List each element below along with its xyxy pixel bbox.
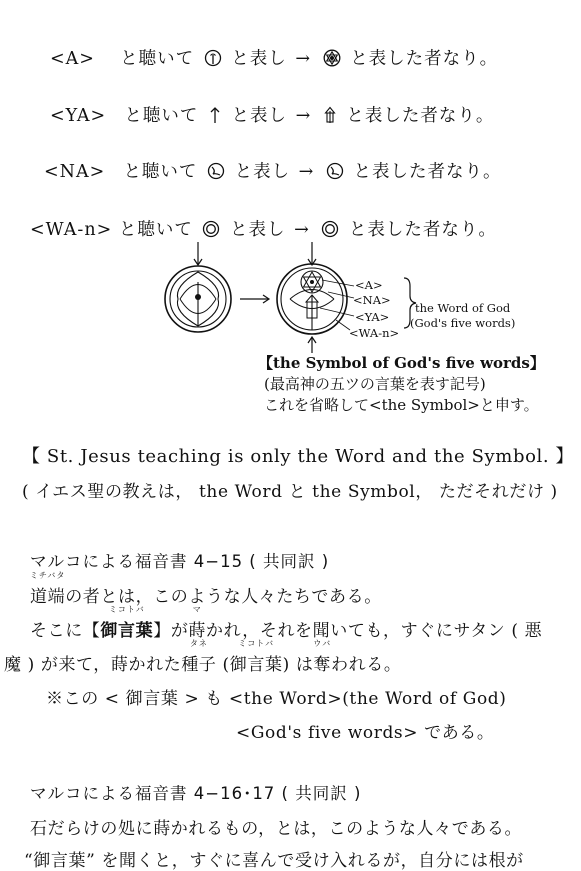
double-circle-icon [321, 220, 339, 238]
row-ya-text1: と聴いて [124, 106, 199, 126]
circle-stem-icon [204, 49, 222, 67]
row-a-text2: と表し [231, 49, 287, 69]
ruby-base: 蒔 [188, 621, 207, 641]
row-wa-n-text2: と表し [230, 220, 286, 240]
row-ya [50, 102, 494, 127]
caption-japanese: (最高神の五ツの言葉を表す記号) [264, 375, 486, 393]
text-segment: そこに【 [30, 621, 101, 641]
symbol-star-icon [323, 49, 341, 67]
down-arrow-icon [308, 242, 316, 265]
tag-na: <NA> [44, 162, 106, 182]
section1-line2 [30, 605, 543, 641]
ruby-mikotoba [100, 605, 154, 641]
label-wa-n: <WA-n> [349, 326, 400, 340]
down-arrow-icon [194, 242, 202, 265]
arrow-head-symbol-icon [323, 106, 337, 124]
ruby-uba [313, 639, 332, 675]
ruby-mikotoba [229, 639, 283, 675]
section1-note2: <God's five words> である。 [236, 723, 495, 743]
ruby-michibata [29, 571, 66, 607]
section1-line3 [4, 639, 402, 675]
circle-swirl-icon [207, 162, 225, 180]
tag-wa-n: <WA-n> [30, 220, 113, 240]
right-arrow-icon: → [298, 162, 315, 182]
text-segment: 魔 ) が来て，蒔かれた [4, 655, 182, 675]
up-arrow-stem-icon [208, 106, 222, 124]
section1-heading: マルコによる福音書 4−15 ( 共同訳 ) [30, 552, 330, 571]
caption-title: 【the Symbol of God's five words】 [258, 354, 545, 372]
ruby-text: ウバ [313, 639, 332, 648]
caption-abbrev: これを省略して<the Symbol>と申す。 [264, 396, 539, 414]
label-a: <A> [355, 278, 383, 292]
teaching-english: 【 St. Jesus teaching is only the Word and the Symbol. 】 [22, 446, 575, 467]
text-segment: かれ，それを聞いても，すぐにサタン ( 悪 [206, 621, 543, 641]
ruby-base: 御言葉 [100, 621, 154, 641]
text-segment: われる。 [331, 655, 402, 675]
brace-label-1: the Word of God [415, 301, 511, 315]
double-circle-icon [202, 220, 220, 238]
section1-line1-rest: の者とは，このような人々たちである。 [65, 587, 382, 607]
section2-heading: マルコによる福音書 4−16･17 ( 共同訳 ) [30, 784, 362, 803]
circle-swirl-icon [326, 162, 344, 180]
row-na-text3: と表した者なり。 [353, 162, 502, 182]
row-wa-n [30, 216, 497, 241]
row-a-text1: と聴いて [120, 49, 195, 69]
ruby-text: マ [192, 605, 202, 614]
ruby-base: 種子 [181, 655, 217, 675]
row-ya-text3: と表した者なり。 [346, 106, 495, 126]
tag-a: <A> [50, 49, 95, 69]
text-segment: ) は [282, 655, 314, 675]
ruby-text: ミコトバ [108, 605, 145, 614]
row-na-text2: と表し [234, 162, 291, 182]
row-na-text1: と聴いて [123, 162, 198, 182]
right-arrow-icon [240, 295, 269, 303]
label-na: <NA> [353, 293, 391, 307]
section2-line2: “御言葉” を聞くと，すぐに喜んで受け入れるが，自分には根が [24, 851, 524, 871]
row-na [44, 158, 502, 183]
tag-ya: <YA> [50, 106, 107, 126]
right-arrow-icon: → [295, 106, 312, 126]
right-arrow-icon: → [295, 49, 312, 69]
ruby-tane [181, 639, 217, 675]
ruby-base: 奪 [313, 655, 332, 675]
row-wa-n-text3: と表した者なり。 [348, 220, 497, 240]
text-segment: ( [216, 655, 230, 675]
row-a-text3: と表した者なり。 [350, 49, 499, 69]
row-a [50, 45, 498, 70]
ruby-text: ミコトバ [238, 639, 275, 648]
ruby-base: 御言葉 [229, 655, 283, 675]
section1-line1 [29, 571, 382, 607]
teaching-japanese: ( イエス聖の教えは， the Word と the Symbol， ただそれだけ ) [22, 482, 558, 502]
ruby-base: 道端 [30, 587, 66, 607]
row-wa-n-text1: と聴いて [118, 220, 193, 240]
seed-symbol-icon [165, 266, 231, 332]
right-arrow-icon: → [294, 220, 310, 240]
label-ya: <YA> [355, 310, 390, 324]
ruby-text: タネ [189, 639, 208, 648]
text-segment: 】が [153, 621, 189, 641]
section2-line1: 石だらけの処に蒔かれるもの，とは，このような人々である。 [30, 819, 523, 839]
god-symbol-icon [277, 264, 347, 334]
brace-label-2: (God's five words) [410, 316, 516, 330]
ruby-text: ミチバタ [29, 571, 66, 580]
row-ya-text2: と表し [231, 106, 287, 126]
section1-note1: ※この < 御言葉 > も <the Word>(the Word of God) [46, 689, 507, 709]
